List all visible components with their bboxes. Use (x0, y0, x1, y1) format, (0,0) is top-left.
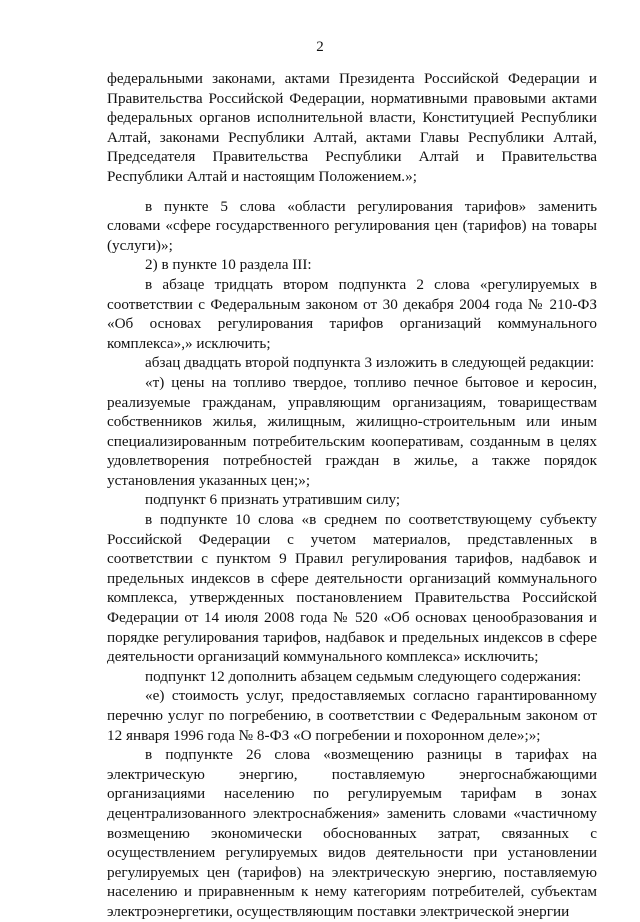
paragraph: подпункт 12 дополнить абзацем седьмым следующего содержания: (145, 667, 582, 685)
paragraph: «т) цены на топливо твердое, топливо печное бытовое и керосин, реализуемые гражданам, управляющим организациям, товариществам собственников жилья, жилищным, жилищно-строительным или иным специализированным потребительским кооперативам, созданным в целях удовлетворения потребностей граждан в жилье, а также порядок установления указанных цен;»; (107, 373, 597, 489)
paragraph: в пункте 5 слова «области регулирования тарифов» заменить словами «сфере государственного регулирования цен (тарифов) на товары (услуги)»; (107, 197, 597, 254)
page-number: 2 (316, 39, 324, 55)
document-body (107, 69, 597, 922)
paragraph: подпункт 6 признать утратившим силу; (145, 491, 401, 509)
paragraph: абзац двадцать второй подпункта 3 изложить в следующей редакции: (145, 354, 595, 372)
paragraph: в подпункте 26 слова «возмещению разницы в тарифах на электрическую энергию, поставляемую энергоснабжающими организациями населению по регулируемым тарифам в зонах децентрализованного электроснабжения» заменить словами «частичному возмещению экономически обоснованных затрат, связанных с осуществлением регулируемых видов деятельности при установлении регулируемых цен (тарифов) на электрическую энергию, поставляемую населению и приравненным к нему категориям потребителей, субъектам электроэнергетики, осуществляющим поставки электрической энергии (107, 746, 597, 920)
paragraph: в подпункте 10 слова «в среднем по соответствующему субъекту Российской Федерации с учетом материалов, представленных в соответствии с пунктом 9 Правил регулирования тарифов, надбавок и предельных индексов в сфере деятельности организаций коммунального комплекса, утвержденных постановлением Правительства Российской Федерации от 14 июля 2008 года № 520 «Об основах ценообразования и порядке регулирования тарифов, надбавок и предельных индексов в сфере деятельности организаций коммунального комплекса» исключить; (107, 511, 597, 666)
paragraph: 2) в пункте 10 раздела III: (145, 256, 312, 274)
paragraph: «е) стоимость услуг, предоставляемых согласно гарантированному перечню услуг по погребению, в соответствии с Федеральным законом от 12 января 1996 года № 8-ФЗ «О погребении и похоронном деле»;»; (107, 687, 597, 744)
paragraph: в абзаце тридцать втором подпункта 2 слова «регулируемых в соответствии с Федеральным законом от 30 декабря 2004 года № 210-ФЗ «Об основах регулирования тарифов организаций коммунального комплекса»,» исключить; (107, 275, 597, 352)
paragraph-continuation: федеральными законами, актами Президента Российской Федерации и Правительства Российской Федерации, нормативными правовыми актами федеральных органов исполнительной власти, Конституцией Республики Алтай, законами Республики Алтай, актами Главы Республики Алтай, Председателя Правительства Республики Алтай и Правительства Республики Алтай и настоящим Положением.»; (107, 70, 597, 185)
